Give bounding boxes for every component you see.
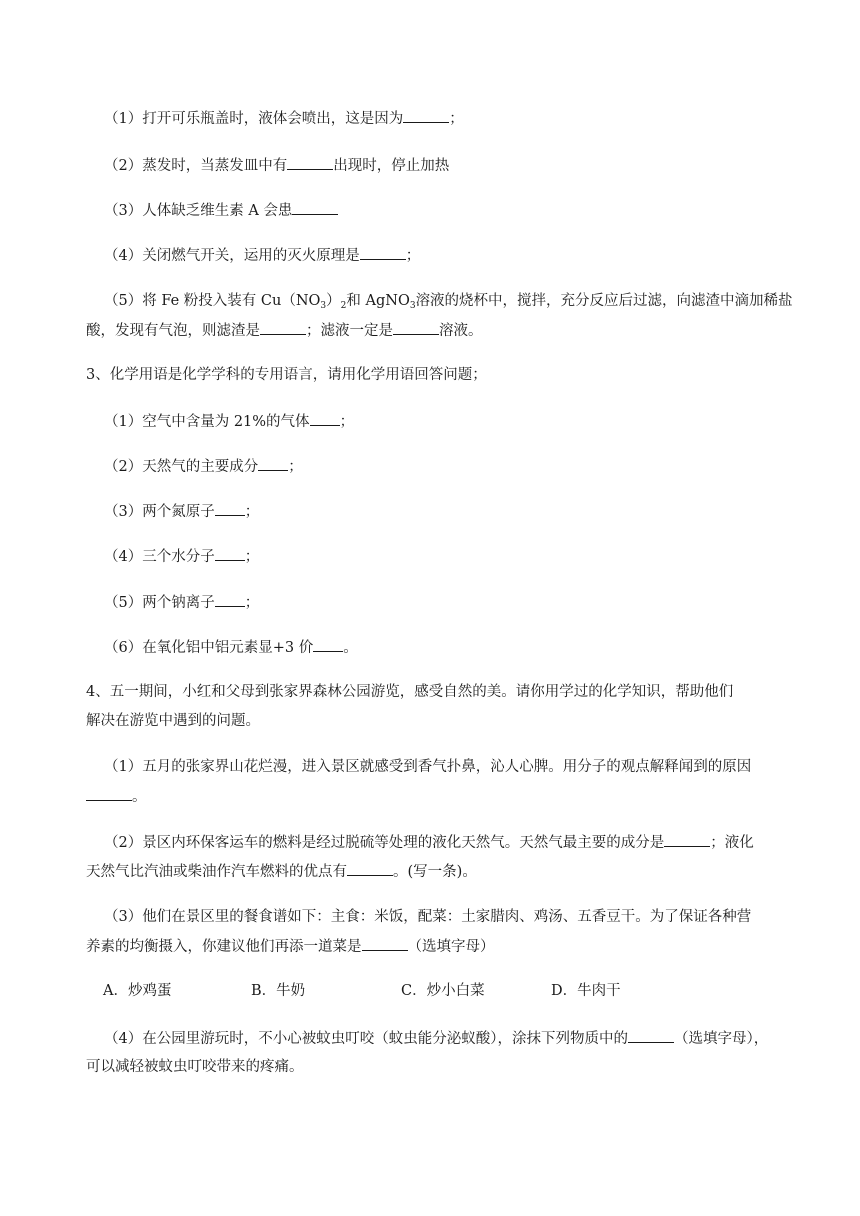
answer-blank[interactable] — [215, 546, 245, 561]
answer-blank[interactable] — [628, 1028, 674, 1043]
q3-item-3 — [104, 501, 259, 522]
q3-item-text: （5）两个钠离子 — [104, 595, 215, 611]
q2-item-5-text-a: （5）将 Fe 粉投入装有 Cu（NO — [104, 293, 321, 309]
answer-blank[interactable] — [313, 637, 343, 652]
q4-item-2-text-b: ；液化 — [710, 835, 754, 851]
q2-item-5-line2 — [86, 320, 483, 341]
q2-item-5-text-f: ；滤液一定是 — [306, 323, 393, 339]
q4-item-1-line1: （1）五月的张家界山花烂漫，进入景区就感受到香气扑鼻，沁人心脾。用分子的观点解释闻到的原因 — [104, 759, 752, 775]
subscript: 3 — [320, 301, 327, 311]
q3-item-end: ； — [244, 549, 260, 565]
q2-item-3 — [104, 200, 338, 221]
answer-blank[interactable] — [664, 832, 710, 847]
q3-item-1 — [104, 411, 354, 432]
q3-item-text: （4）三个水分子 — [104, 549, 215, 565]
q3-item-4 — [104, 546, 259, 567]
q2-item-3-text: （3）人体缺乏维生素 A 会患 — [104, 203, 293, 219]
q3-item-text: （6）在氧化铝中铝元素显+3 价 — [104, 640, 314, 656]
q3-item-end: ； — [288, 459, 303, 475]
q3-item-end: ； — [339, 414, 355, 430]
answer-blank[interactable] — [292, 200, 338, 215]
q2-item-5-text-d: 溶液的烧杯中，搅拌，充分反应后过滤，向滤渣中滴加稀盐 — [415, 293, 793, 309]
q2-item-5-text-g: 溶液。 — [439, 323, 483, 339]
answer-blank[interactable] — [215, 501, 245, 516]
q4-item-1-line2 — [86, 786, 147, 807]
q2-item-5-line1 — [104, 291, 793, 316]
option-a[interactable]: A．炒鸡蛋 — [103, 983, 172, 999]
q4-title-line1: 4、五一期间，小红和父母到张家界森林公园游览，感受自然的美。请你用学过的化学知识，帮助他们 — [86, 684, 734, 700]
answer-blank[interactable] — [347, 861, 393, 876]
answer-blank[interactable] — [310, 411, 340, 426]
q4-item-3-text-b: 养素的均衡摄入，你建议他们再添一道菜是 — [86, 939, 362, 955]
answer-blank[interactable] — [362, 936, 408, 951]
q4-item-2-text-c: 天然气比汽油或柴油作汽车燃料的优点有 — [86, 864, 347, 880]
q3-item-6 — [104, 637, 358, 658]
q3-item-end: ； — [244, 595, 260, 611]
q4-item-4-line2: 可以减轻被蚊虫叮咬带来的疼痛。 — [86, 1059, 304, 1075]
option-b[interactable]: B．牛奶 — [251, 983, 306, 999]
answer-blank[interactable] — [403, 108, 449, 123]
q4-item-3-line1: （3）他们在景区里的餐食谱如下：主食：米饭，配菜：土家腊肉、鸡汤、五香豆干。为了保证各种营 — [104, 909, 752, 925]
q4-item-4-text-b: （选填字母）， — [673, 1031, 769, 1047]
q2-item-4 — [104, 245, 420, 266]
q4-item-2-text: （2）景区内环保客运车的燃料是经过脱硫等处理的液化天然气。天然气最主要的成分是 — [104, 835, 665, 851]
answer-blank[interactable] — [86, 786, 132, 801]
q2-item-1 — [104, 108, 464, 129]
q3-item-5 — [104, 592, 259, 613]
q2-item-5-text-e: 酸，发现有气泡，则滤渣是 — [86, 323, 260, 339]
q3-item-end: 。 — [343, 640, 358, 656]
option-d[interactable]: D．牛肉干 — [551, 983, 621, 999]
q4-item-4-line1 — [104, 1028, 768, 1049]
q3-title: 3、化学用语是化学学科的专用语言，请用化学用语回答问题； — [86, 367, 487, 383]
q4-item-4-text: （4）在公园里游玩时，不小心被蚊虫叮咬（蚊虫能分泌蚁酸），涂抹下列物质中的 — [104, 1031, 628, 1047]
q4-item-3-text-c: （选填字母） — [407, 939, 495, 955]
answer-blank[interactable] — [360, 245, 406, 260]
answer-blank[interactable] — [260, 320, 306, 335]
q3-item-text: （2）天然气的主要成分 — [104, 459, 259, 475]
q3-item-text: （3）两个氮原子 — [104, 504, 215, 520]
answer-blank[interactable] — [393, 320, 439, 335]
q2-item-2-end: 出现时，停止加热 — [333, 158, 450, 174]
answer-blank[interactable] — [258, 456, 288, 471]
q2-item-2-text: （2）蒸发时，当蒸发皿中有 — [104, 158, 288, 174]
q4-item-2-line2 — [86, 861, 477, 882]
q2-item-4-end: ； — [405, 248, 421, 264]
q2-item-1-end: ； — [449, 111, 464, 127]
q4-item-2-text-d: 。(写一条)。 — [393, 864, 477, 880]
answer-blank[interactable] — [287, 155, 333, 170]
q3-item-end: ； — [244, 504, 260, 520]
q2-item-2 — [104, 155, 449, 176]
q4-item-2-line1 — [104, 832, 754, 853]
subscript: 2 — [340, 301, 347, 311]
subscript: 3 — [409, 301, 416, 311]
option-c[interactable]: C．炒小白菜 — [401, 983, 485, 999]
q2-item-5-text-b: ） — [326, 293, 341, 309]
q4-title-line2: 解决在游览中遇到的问题。 — [86, 713, 260, 729]
q2-item-4-text: （4）关闭燃气开关，运用的灭火原理是 — [104, 248, 360, 264]
q4-item-1-end: 。 — [132, 789, 147, 805]
q2-item-1-text: （1）打开可乐瓶盖时，液体会喷出，这是因为 — [104, 111, 404, 127]
q3-item-text: （1）空气中含量为 21%的气体 — [104, 414, 310, 430]
q2-item-5-text-c: 和 AgNO — [346, 293, 410, 309]
q3-item-2 — [104, 456, 303, 477]
q4-item-3-line2 — [86, 936, 495, 957]
answer-blank[interactable] — [215, 592, 245, 607]
